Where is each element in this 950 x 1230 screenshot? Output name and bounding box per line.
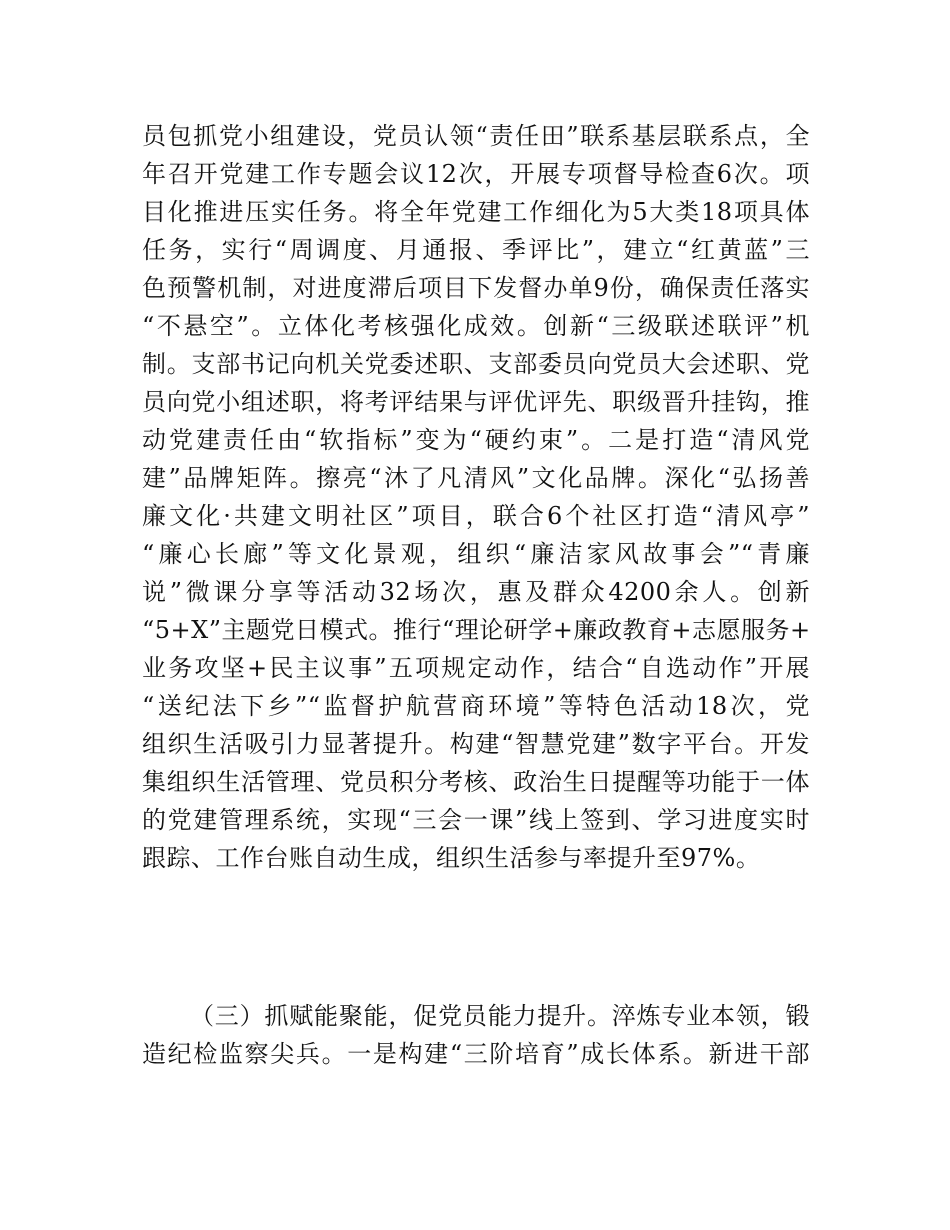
text-line: “送纪法下乡”“监督护航营商环境”等特色活动18次，党 <box>142 692 810 720</box>
text-line: “不悬空”。立体化考核强化成效。创新“三级联述联评”机 <box>142 312 810 340</box>
text-line: 员向党小组述职，将考评结果与评优评先、职级晋升挂钩，推 <box>142 388 810 416</box>
text-line: 建”品牌矩阵。擦亮“沐了凡清风”文化品牌。深化“弘扬善 <box>142 464 810 492</box>
text-line: “廉心长廊”等文化景观，组织“廉洁家风故事会”“青廉 <box>142 540 810 568</box>
text-line: 动党建责任由“软指标”变为“硬约束”。二是打造“清风党 <box>142 426 810 454</box>
text-line: 业务攻坚+民主议事”五项规定动作，结合“自选动作”开展 <box>142 654 810 682</box>
paragraph-section-three <box>142 997 810 1073</box>
paragraph-party-building <box>142 117 810 877</box>
text-line: 目化推进压实任务。将全年党建工作细化为5大类18项具体 <box>142 198 810 226</box>
text-line: 年召开党建工作专题会议12次，开展专项督导检查6次。项 <box>142 160 810 188</box>
text-line: 集组织生活管理、党员积分考核、政治生日提醒等功能于一体 <box>142 768 810 796</box>
text-line: 说”微课分享等活动32场次，惠及群众4200余人。创新 <box>142 578 810 606</box>
text-line: 组织生活吸引力显著提升。构建“智慧党建”数字平台。开发 <box>142 730 810 758</box>
text-line: 色预警机制，对进度滞后项目下发督办单9份，确保责任落实 <box>142 274 810 302</box>
text-line: 任务，实行“周调度、月通报、季评比”，建立“红黄蓝”三 <box>142 236 810 264</box>
text-line: 廉文化·共建文明社区”项目，联合6个社区打造“清风亭” <box>142 502 810 530</box>
text-line: “5+X”主题党日模式。推行“理论研学+廉政教育+志愿服务+ <box>142 616 811 644</box>
text-line: 的党建管理系统，实现“三会一课”线上签到、学习进度实时 <box>142 806 810 834</box>
text-line: 制。支部书记向机关党委述职、支部委员向党员大会述职、党 <box>142 350 810 378</box>
text-line: 员包抓党小组建设，党员认领“责任田”联系基层联系点，全 <box>142 122 810 150</box>
text-line: 跟踪、工作台账自动生成，组织生活参与率提升至97%。 <box>142 844 761 872</box>
text-line: 造纪检监察尖兵。一是构建“三阶培育”成长体系。新进干部 <box>142 1040 810 1068</box>
section-heading-line: （三）抓赋能聚能，促党员能力提升。淬炼专业本领，锻 <box>190 1002 810 1030</box>
